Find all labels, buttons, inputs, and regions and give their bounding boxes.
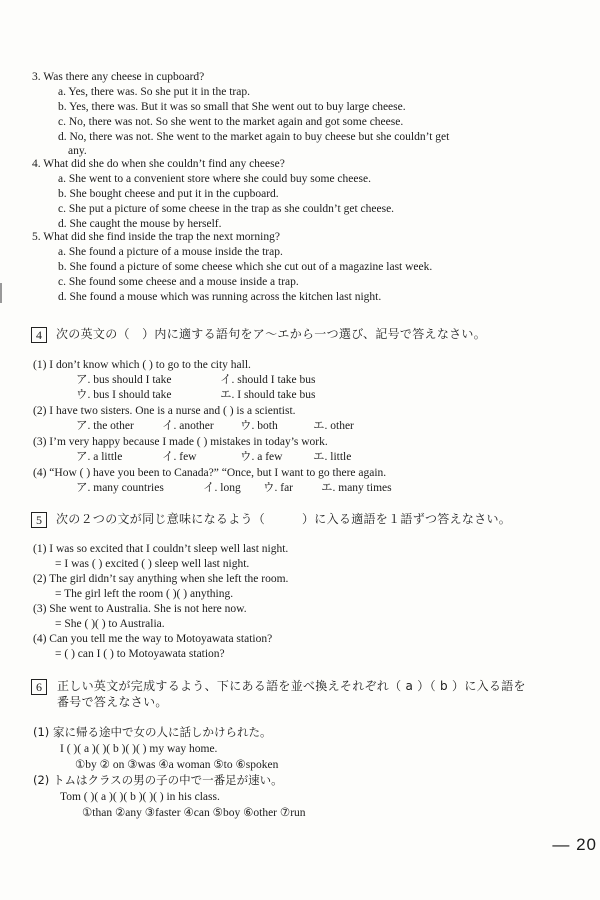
sec4-item-3-stem: (3) I’m very happy because I made ( ) mistakes in today’s work.: [33, 436, 328, 448]
section-4-number: 4: [31, 327, 47, 343]
q5-option-c: c. She found some cheese and a mouse inside a trap.: [58, 276, 299, 288]
q3-option-b: b. Yes, there was. But it was so small that She went out to buy large cheese.: [58, 101, 406, 113]
sec5-item-4-sentence: (4) Can you tell me the way to Motoyawata station?: [33, 633, 273, 645]
q5-option-b: b. She found a picture of some cheese which she cut out of a magazine last week.: [58, 261, 433, 273]
q4-option-d: d. She caught the mouse by herself.: [58, 218, 222, 230]
sec4-item-4-choice-c: ウ. far: [263, 482, 294, 494]
q3-option-d-continued: any.: [68, 145, 87, 157]
sec6-item-2-japanese: (2) トムはクラスの男の子の中で一番足が速い。: [33, 773, 283, 787]
sec4-item-1-choice-b: イ. should I take bus: [220, 374, 316, 386]
sec4-item-1-stem: (1) I don’t know which ( ) to go to the city hall.: [33, 359, 251, 371]
sec6-item-1-sentence: I ( )( a )( )( b )( )( ) my way home.: [60, 743, 218, 755]
sec4-item-4-stem: (4) “How ( ) have you been to Canada?” “Once, but I want to go there again.: [33, 467, 387, 479]
section-6-number: 6: [31, 679, 47, 695]
sec4-item-4-choice-a: ア. many countries: [76, 482, 164, 494]
q3-option-d: d. No, there was not. She went to the market again to buy cheese but she couldn’t get: [58, 131, 450, 143]
scan-edge-mark: [0, 283, 2, 303]
sec5-item-1-rewrite: = I was ( ) excited ( ) sleep well last night.: [55, 558, 250, 570]
sec5-item-3-sentence: (3) She went to Australia. She is not here now.: [33, 603, 247, 615]
page-number: — 20: [552, 835, 597, 854]
sec5-item-2-rewrite: = The girl left the room ( )( ) anything.: [55, 588, 234, 600]
q3-option-a: a. Yes, there was. So she put it in the trap.: [58, 86, 250, 98]
sec4-item-1-choice-d: エ. I should take bus: [220, 389, 316, 401]
sec6-item-1-japanese: (1) 家に帰る途中で女の人に話しかけられた。: [33, 725, 272, 739]
sec4-item-2-choice-d: エ. other: [313, 420, 354, 432]
q4-option-c: c. She put a picture of some cheese in the trap as she couldn’t get cheese.: [58, 203, 395, 215]
section-6-instruction-line2: 番号で答えなさい。: [57, 695, 168, 709]
section-5-number: 5: [31, 512, 47, 528]
sec4-item-1-choice-c: ウ. bus I should take: [76, 389, 172, 401]
q3-option-c: c. No, there was not. So she went to the market again and got some cheese.: [58, 116, 404, 128]
q4-option-a: a. She went to a convenient store where she could buy some cheese.: [58, 173, 371, 185]
question-3: 3. Was there any cheese in cupboard?: [32, 71, 205, 83]
q4-option-b: b. She bought cheese and put it in the cupboard.: [58, 188, 279, 200]
sec4-item-3-choice-d: エ. little: [313, 451, 352, 463]
question-4: 4. What did she do when she couldn’t find any cheese?: [32, 158, 285, 170]
sec4-item-2-choice-c: ウ. both: [240, 420, 278, 432]
sec4-item-3-choice-a: ア. a little: [76, 451, 123, 463]
sec5-item-2-sentence: (2) The girl didn’t say anything when she left the room.: [33, 573, 289, 585]
sec6-item-2-choices: ①than ②any ③faster ④can ⑤boy ⑥other ⑦run: [82, 807, 306, 819]
sec4-item-4-choice-b: イ. long: [203, 482, 241, 494]
sec4-item-4-choice-d: エ. many times: [321, 482, 392, 494]
sec6-item-2-sentence: Tom ( )( a )( )( b )( )( ) in his class.: [60, 791, 220, 803]
sec5-item-3-rewrite: = She ( )( ) to Australia.: [55, 618, 165, 630]
q5-option-a: a. She found a picture of a mouse inside the trap.: [58, 246, 283, 258]
sec4-item-2-choice-a: ア. the other: [76, 420, 134, 432]
sec4-item-1-choice-a: ア. bus should I take: [76, 374, 172, 386]
sec4-item-2-stem: (2) I have two sisters. One is a nurse and ( ) is a scientist.: [33, 405, 296, 417]
section-6-instruction-line1: 正しい英文が完成するよう、下にある語を並べ換えそれぞれ（ a ）（ b ）に入る語を: [57, 679, 526, 693]
question-5: 5. What did she find inside the trap the next morning?: [32, 231, 280, 243]
sec4-item-2-choice-b: イ. another: [162, 420, 214, 432]
sec4-item-3-choice-b: イ. few: [162, 451, 197, 463]
sec6-item-1-choices: ①by ② on ③was ④a woman ⑤to ⑥spoken: [75, 759, 279, 771]
q5-option-d: d. She found a mouse which was running across the kitchen last night.: [58, 291, 382, 303]
sec4-item-3-choice-c: ウ. a few: [240, 451, 283, 463]
section-4-instruction: 次の英文の（ ）内に適する語句をア～エから一つ選び、記号で答えなさい。: [56, 327, 487, 341]
sec5-item-4-rewrite: = ( ) can I ( ) to Motoyawata station?: [55, 648, 225, 660]
section-5-instruction: 次の２つの文が同じ意味になるよう（ ）に入る適語を１語ずつ答えなさい。: [56, 512, 512, 526]
sec5-item-1-sentence: (1) I was so excited that I couldn’t sleep well last night.: [33, 543, 289, 555]
